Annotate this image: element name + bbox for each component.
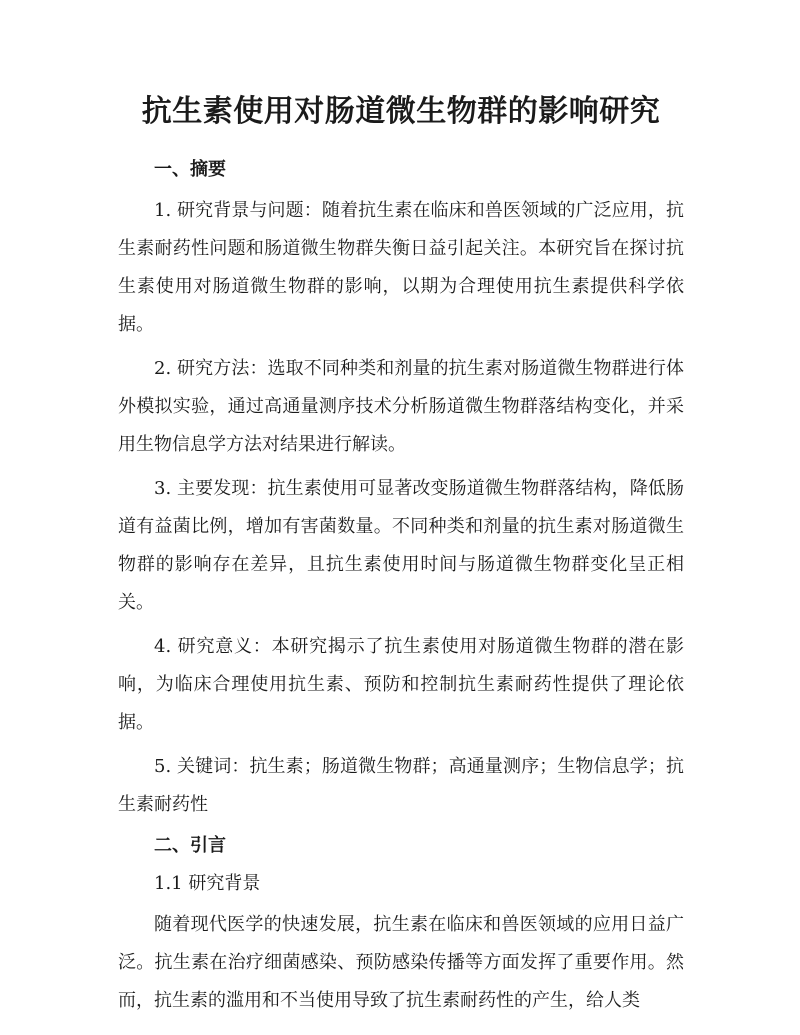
abstract-item-significance: 4. 研究意义：本研究揭示了抗生素使用对肠道微生物群的潜在影响，为临床合理使用抗生素、预防和控制抗生素耐药性提供了理论依据。 (118, 636, 684, 733)
abstract-item-findings: 3. 主要发现：抗生素使用可显著改变肠道微生物群落结构，降低肠道有益菌比例，增加有害菌数量。不同种类和剂量的抗生素对肠道微生物群的影响存在差异，且抗生素使用时间与肠道微生物群变化呈正相关。 (118, 478, 684, 613)
abstract-item-background: 1. 研究背景与问题：随着抗生素在临床和兽医领域的广泛应用，抗生素耐药性问题和肠道微生物群失衡日益引起关注。本研究旨在探讨抗生素使用对肠道微生物群的影响，以期为合理使用抗生素提供科学依据。 (118, 200, 684, 335)
abstract-item-keywords: 5. 关键词：抗生素；肠道微生物群；高通量测序；生物信息学；抗生素耐药性 (118, 756, 684, 815)
document-title: 抗生素使用对肠道微生物群的影响研究 (141, 94, 661, 129)
abstract-item-methods: 2. 研究方法：选取不同种类和剂量的抗生素对肠道微生物群进行体外模拟实验，通过高通量测序技术分析肠道微生物群落结构变化，并采用生物信息学方法对结果进行解读。 (118, 358, 684, 455)
section-heading-introduction: 二、引言 (154, 835, 226, 856)
document-page (118, 88, 684, 1026)
subsection-heading-background: 1.1 研究背景 (154, 873, 261, 894)
section-heading-abstract: 一、摘要 (154, 159, 226, 180)
introduction-paragraph: 随着现代医学的快速发展，抗生素在临床和兽医领域的应用日益广泛。抗生素在治疗细菌感染、预防感染传播等方面发挥了重要作用。然而，抗生素的滥用和不当使用导致了抗生素耐药性的产生，给人类 (118, 914, 684, 1011)
